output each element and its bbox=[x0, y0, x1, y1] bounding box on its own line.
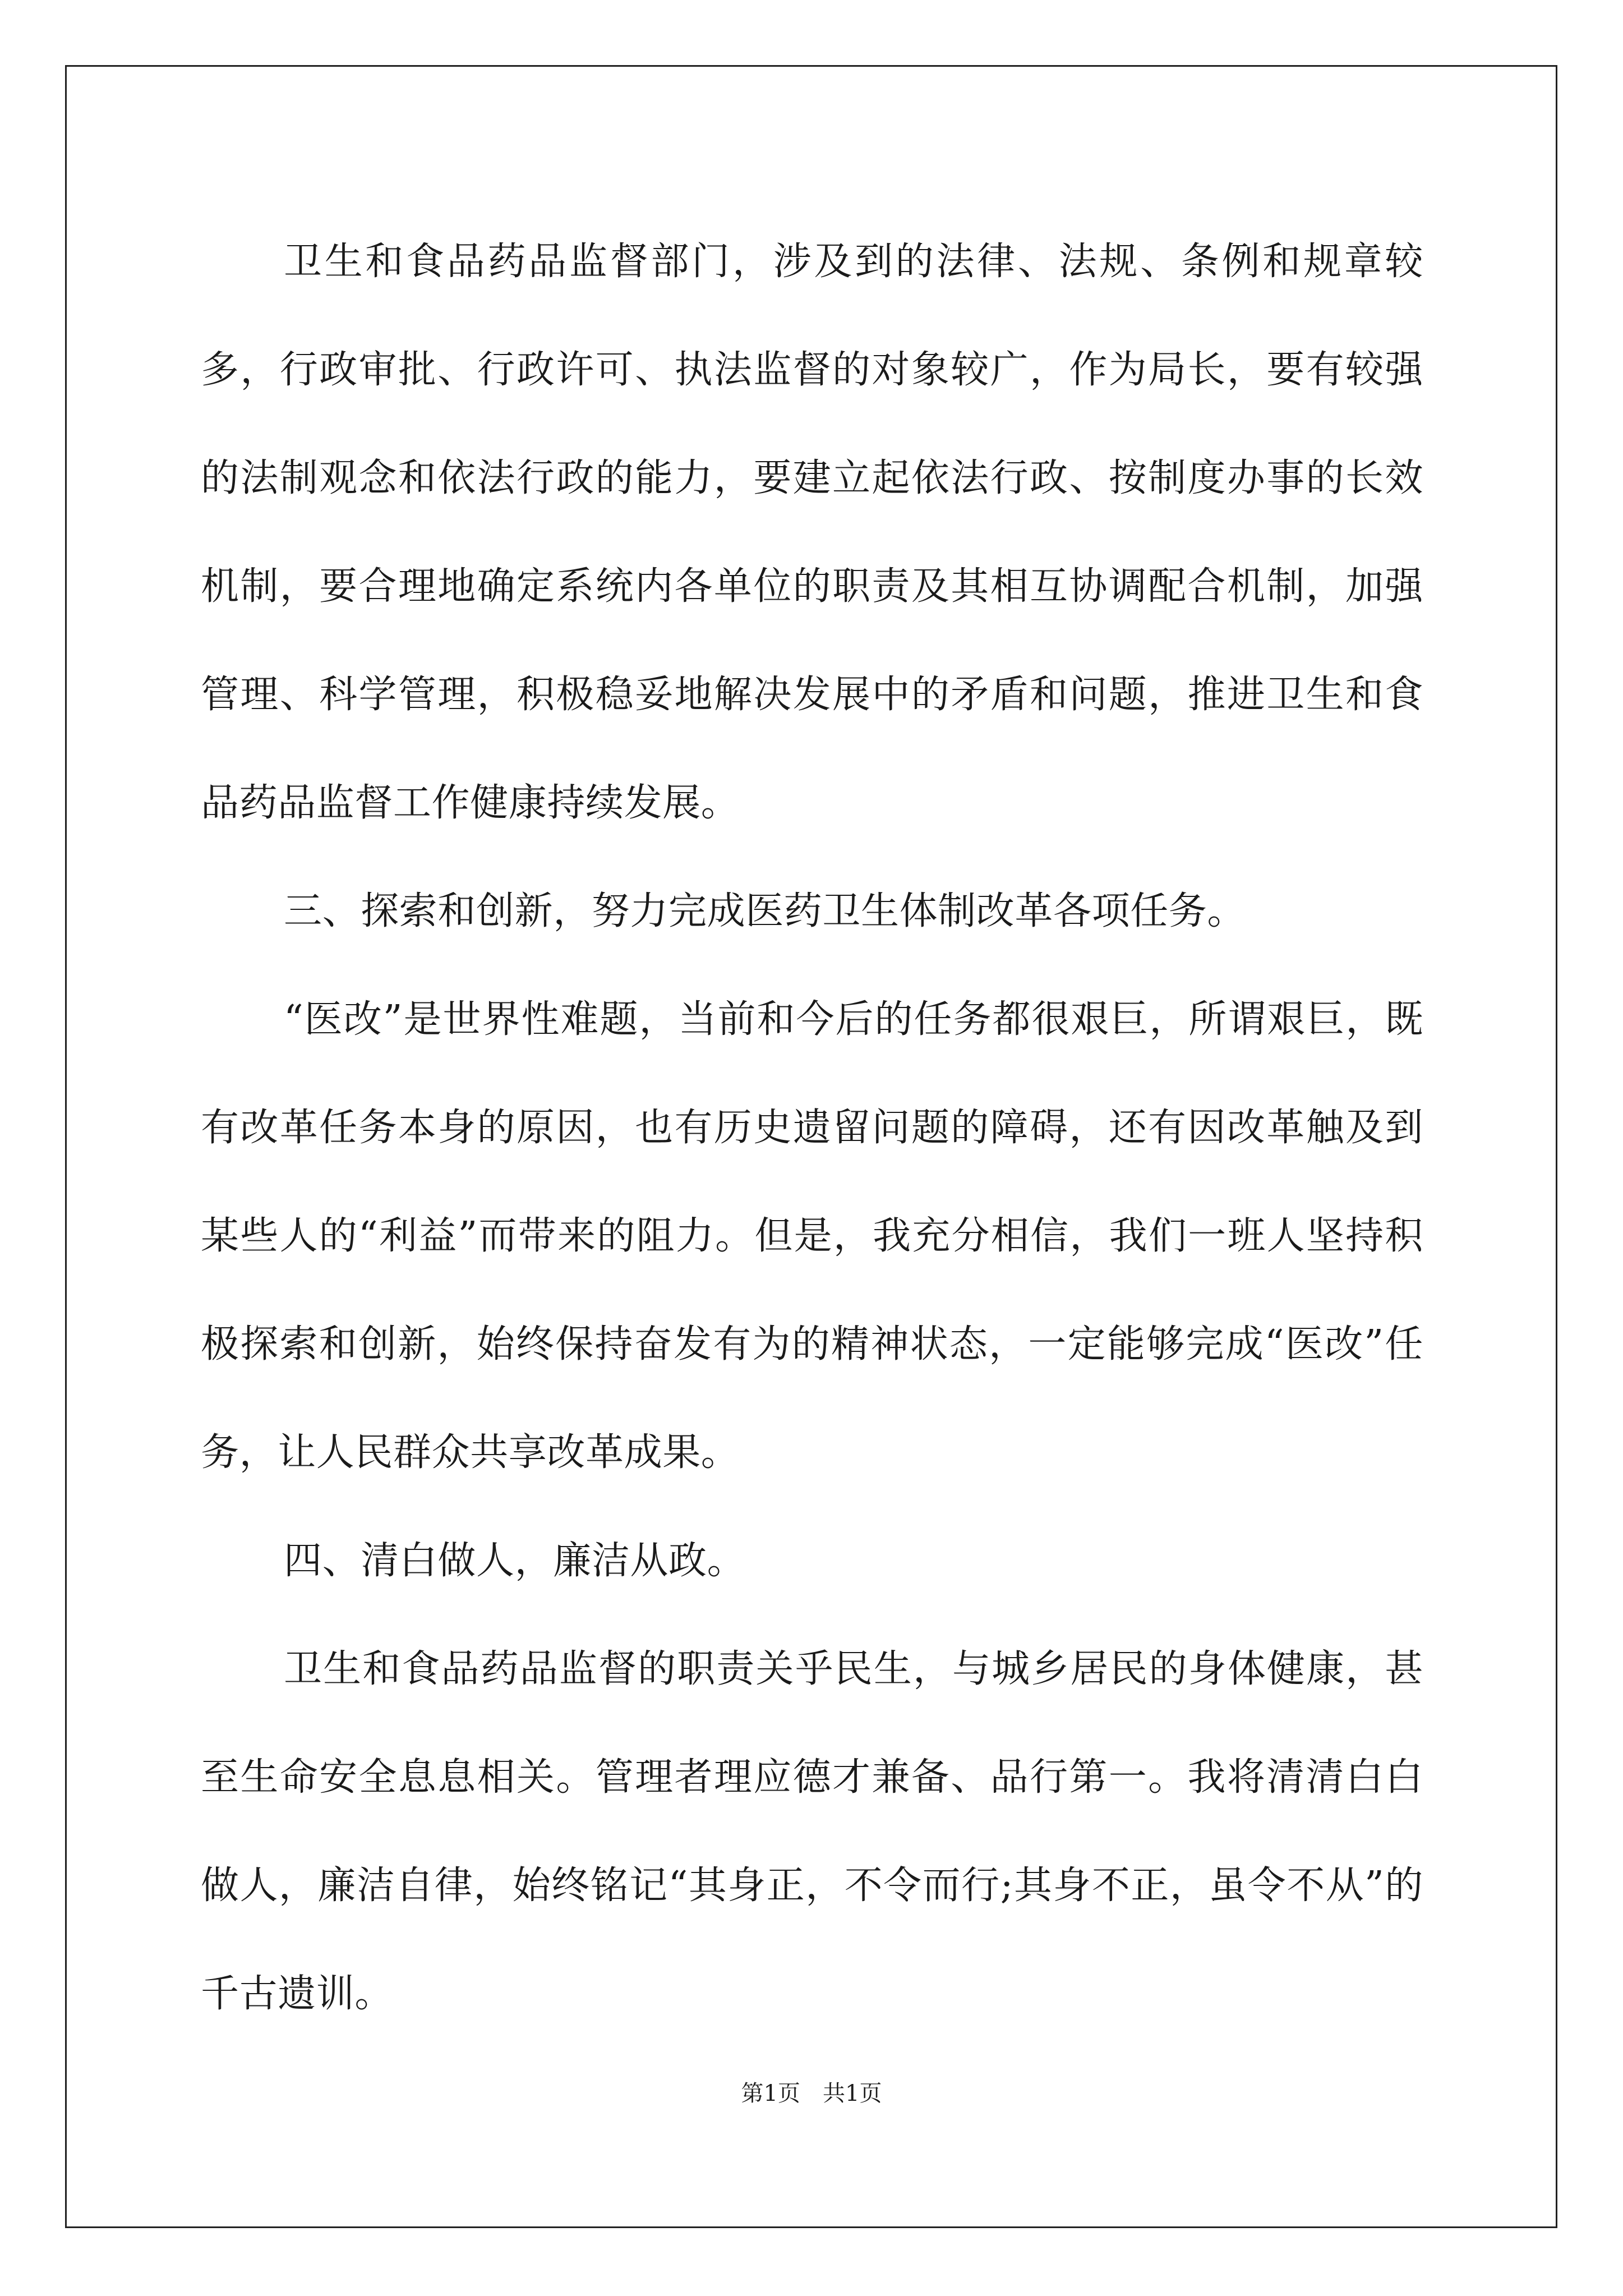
paragraph-integrity: 卫生和食品药品监督的职责关乎民生，与城乡居民的身体健康，甚至生命安全息息相关。管理者理应德才兼备、品行第一。我将清清白白做人，廉洁自律，始终铭记“其身正，不令而行;其身不正，虽令不从”的千古遗训。 bbox=[201, 1647, 1423, 2016]
paragraph-legal-system: 卫生和食品药品监督部门，涉及到的法律、法规、条例和规章较多，行政审批、行政许可、执法监督的对象较广，作为局长，要有较强的法制观念和依法行政的能力，要建立起依法行政、按制度办事的长效机制，要合理地确定系统内各单位的职责及其相互协调配合机制，加强管理、科学管理，积极稳妥地解决发展中的矛盾和问题，推进卫生和食品药品监督工作健康持续发展。 bbox=[201, 240, 1423, 825]
paragraph-medical-reform: “医改”是世界性难题，当前和今后的任务都很艰巨，所谓艰巨，既有改革任务本身的原因，也有历史遗留问题的障碍，还有因改革触及到某些人的“利益”而带来的阻力。但是，我充分相信，我们一班人坚持积极探索和创新，始终保持奋发有为的精神状态，一定能够完成“医改”任务，让人民群众共享改革成果。 bbox=[201, 997, 1423, 1475]
heading-section-three: 三、探索和创新，努力完成医药卫生体制改革各项任务。 bbox=[284, 889, 1246, 933]
document-body bbox=[201, 208, 1423, 2048]
heading-section-four: 四、清白做人，廉洁从政。 bbox=[284, 1539, 746, 1583]
page-number-footer: 第1页 共1页 bbox=[741, 2081, 882, 2106]
